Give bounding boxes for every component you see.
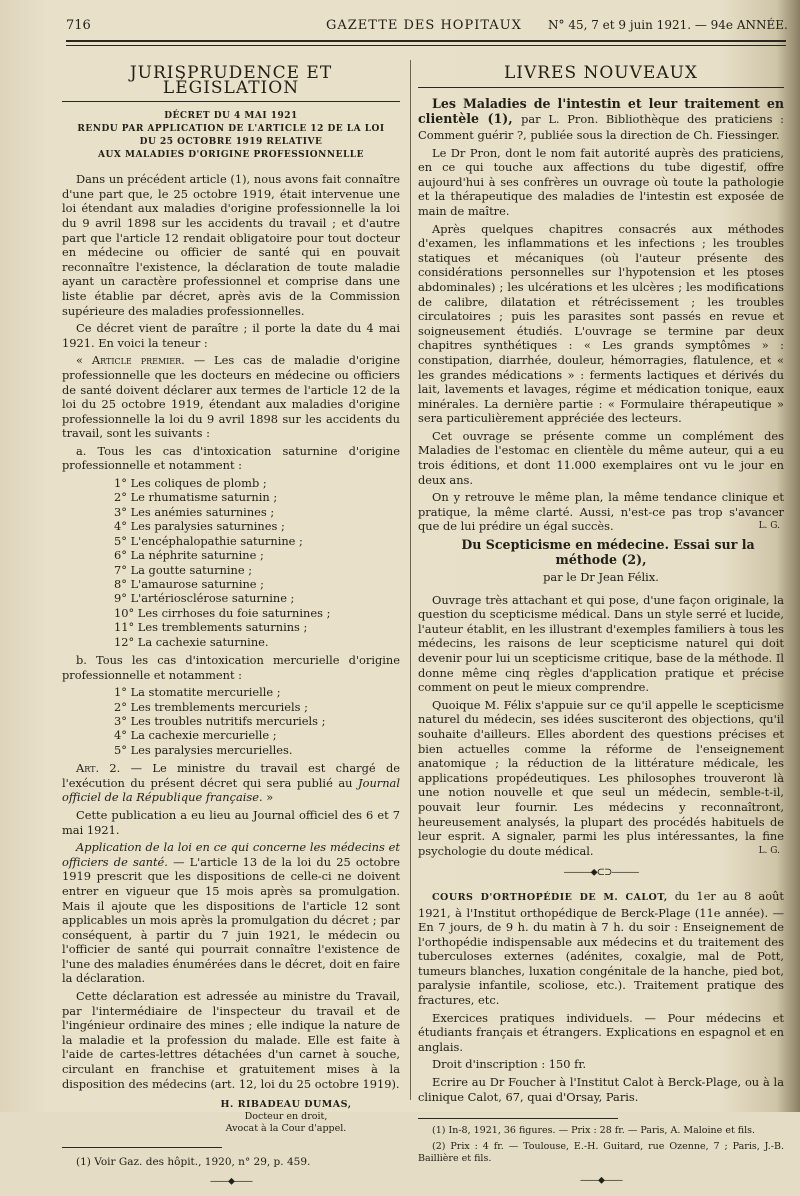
- journal-officiel: Journal officiel de la République française.: [62, 775, 400, 805]
- decree-line: DÉCRET DU 4 MAI 1921: [164, 111, 298, 122]
- paragraph-text: On y retrouve le même plan, la même tendance clinique et pratique, la même clarté. Aussi, n'est-ce pas trop s'avancer que de lui prédire un égal succès.: [418, 490, 784, 534]
- decree-line: RENDU PAR APPLICATION DE L'ARTICLE 12 DE LA LOI: [77, 124, 385, 135]
- paragraph: Ecrire au Dr Foucher à l'Institut Calot à Berck-Plage, ou à la clinique Calot, 67, quai d'Orsay, Paris.: [418, 1075, 784, 1104]
- list-item: 9° L'artériosclérose saturnine ;: [114, 591, 295, 606]
- list-item: 11° Les tremblements saturnins ;: [114, 620, 308, 635]
- paragraph: [418, 490, 784, 534]
- book-author: par L. Pron. Bibliothèque des praticiens : Comment guérir ?, publiée sous la direction de Ch. Fiessinger.: [418, 111, 784, 142]
- paragraph: Cet ouvrage se présente comme un complément des Maladies de l'estomac en clientèle du même auteur, qui a eu trois éditions, et dont 11.000 exemplaires ont vu le jour en deux ans.: [418, 428, 784, 487]
- paragraph: [418, 698, 784, 859]
- ornament-divider: ———⬥⊂⊃———: [563, 867, 639, 879]
- footnote: (1) In-8, 1921, 36 figures. — Prix : 28 fr. — Paris, A. Maloine et fils.: [432, 1125, 756, 1137]
- list-mercurielle: [114, 685, 400, 757]
- paragraph: Exercices pratiques individuels. — Pour médecins et étudiants français et étrangers. Explications en espagnol et en anglais.: [418, 1010, 784, 1054]
- header-rule-thin: [66, 45, 786, 46]
- section-title-jurisprudence: JURISPRUDENCE ET LÉGISLATION: [62, 66, 400, 102]
- paragraph-application: [62, 840, 400, 986]
- article-1: [62, 353, 400, 441]
- course-announcement: [418, 889, 784, 1008]
- list-item: 6° La néphrite saturnine ;: [114, 548, 264, 563]
- ornament-divider: ——⬥——: [210, 1176, 252, 1188]
- paragraph: Cette publication a eu lieu au Journal officiel des 6 et 7 mai 1921.: [62, 807, 400, 837]
- paragraph: Cette déclaration est adressée au ministre du Travail, par l'intermédiaire de l'inspecteur du travail et de l'ingénieur ordinaire des mines ; elle indique la nature de la maladie et la profession du malade. Elle est faite à l'aide de cartes-lettres détachées d'un carnet à souche, circulant en franchise et gratuitement mises à la disposition des médecins (art. 12, loi du 25 octobre 1919).: [62, 989, 400, 1091]
- reviewer-initials: L. G.: [758, 845, 780, 856]
- section-title-livres: LIVRES NOUVEAUX: [418, 66, 784, 88]
- application-heading: Application de la loi en ce qui concerne les médecins et officiers de santé.: [62, 840, 400, 869]
- author-name: H. RIBADEAU DUMAS,: [220, 1099, 352, 1111]
- left-column: [62, 60, 400, 1190]
- list-item: 7° La goutte saturnine ;: [114, 562, 253, 577]
- book-author: par le Dr Jean Félix.: [543, 570, 659, 585]
- list-item: 3° Les troubles nutritifs mercuriels ;: [114, 713, 326, 728]
- paragraph: Ouvrage très attachant et qui pose, d'une façon originale, la question du scepticisme médical. Dans un style serré et lucide, l'auteur établit, en les illustrant d'exemples familiers à tous les médecins, les raisons de leur scepticisme naturel qui doit devenir pour lui un scepticisme critique, base de la méthode. Il donne même cinq règles d'application pratique et précise comment on peut le mieux comprendre.: [418, 592, 784, 695]
- paragraph: Dans un précédent article (1), nous avons fait connaître d'une part que, le 25 octobre 1919, était intervenue une loi étendant aux maladies d'origine professionnelle la loi du 9 avril 1898 sur les accidents du travail ; et d'autre part que l'article 12 rendait obligatoire pour tout docteur en médecine ou officier de santé qui en pouvait reconnaître l'existence, la déclaration de toute maladie ayant un caractère professionnel et comprise dans une liste établie par décret, après avis de la Commission supérieure des maladies professionnelles.: [62, 172, 400, 318]
- paragraph: Droit d'inscription : 150 fr.: [432, 1057, 587, 1072]
- list-item: 2° Les tremblements mercuriels ;: [114, 699, 308, 714]
- list-item: 4° Les paralysies saturnines ;: [114, 519, 285, 534]
- footnote-rule: [62, 1147, 222, 1148]
- list-item: 1° La stomatite mercurielle ;: [114, 685, 281, 700]
- header-rule: [66, 40, 786, 42]
- list-item: 4° La cachexie mercurielle ;: [114, 728, 277, 743]
- list-item: 3° Les anémies saturnines ;: [114, 504, 275, 519]
- list-item: 1° Les coliques de plomb ;: [114, 476, 267, 491]
- course-title: COURS D'ORTHOPÉDIE DE M. CALOT,: [432, 891, 668, 903]
- paragraph: Après quelques chapitres consacrés aux méthodes d'examen, les inflammations et les infections ; les troubles statiques et mécaniques (où l'auteur présente des considérations personnelles sur l'hypotension et les ptoses abdominales) ; les ulcérations et les ulcères ; les modifications de calibre, dilatation et rétrécissement ; les troubles circulatoires ; puis les parasites sont passés en revue et soigneusement étudiés. L'ouvrage se termine par deux chapitres synthétiques : « Les grands symptômes » : constipation, diarrhée, douleur, hémorragies, flatulence, et « les grandes médications » : ferments lactiques et dérivés du lait, lavements et lavages, régime et médication tonique, eaux minérales. La dernière partie : « Formulaire thérapeutique » sera particulièrement appréciée des lecteurs.: [418, 221, 784, 426]
- book-title: Du Scepticisme en médecine. Essai sur la méthode (2),: [461, 537, 755, 568]
- article-text: — Les cas de maladie d'origine professionnelle que les docteurs en médecine ou officiers de santé doivent déclarer aux termes de l'article 12 de la loi du 25 octobre 1919, étendant aux maladies d'origine professionnelle la loi du 9 avril 1898 sur les accidents du travail, sont les suivants :: [62, 353, 401, 441]
- application-text: — L'article 13 de la loi du 25 octobre 1919 prescrit que les dispositions de celle-ci ne doivent entrer en vigueur que 15 mois après sa promulgation. Mais il ajoute que les dispositions de l'article 12 sont applicables un mois après la promulgation du décret ; par conséquent, à partir du 7 juin 1921, le médecin ou l'officier de santé qui pourrait connaître l'existence de l'une des maladies énumérées dans le décret, doit en faire la déclaration.: [62, 854, 401, 986]
- decree-line: DU 25 OCTOBRE 1919 RELATIVE: [139, 137, 323, 148]
- footnote: (1) Voir Gaz. des hôpit., 1920, n° 29, p. 459.: [76, 1156, 311, 1169]
- decree-heading: [62, 110, 400, 162]
- right-column: [418, 60, 784, 1196]
- course-text: du 1er au 8 août 1921, à l'Institut orthopédique de Berck-Plage (11e année). — En 7 jours, de 9 h. du matin à 7 h. du soir : Enseignement de l'orthopédie indispensable aux médecins et du traitement des tuberculoses externes (adénites, coxalgie, mal de Pott, tumeurs blanches, luxation congénitale de la hanche, pied bot, paralysie infantile, scoliose, etc.). Traitement pratique des fractures, etc.: [418, 888, 784, 1008]
- list-item: 2° Le rhumatisme saturnin ;: [114, 490, 278, 505]
- list-item: 5° Les paralysies mercurielles.: [114, 742, 293, 757]
- list-item: 12° La cachexie saturnine.: [114, 634, 269, 649]
- page-number: 716: [66, 18, 91, 33]
- decree-line: AUX MALADIES D'ORIGINE PROFESSIONNELLE: [98, 150, 364, 161]
- list-item: 8° L'amaurose saturnine ;: [114, 576, 264, 591]
- journal-title: GAZETTE DES HOPITAUX: [326, 18, 522, 33]
- footnote-rule: [418, 1118, 618, 1119]
- paragraph: a. Tous les cas d'intoxication saturnine d'origine professionnelle et notamment :: [62, 443, 400, 473]
- article-label: « Article premier.: [76, 353, 185, 368]
- reviewer-initials: L. G.: [758, 521, 780, 532]
- author-title: Avocat à la Cour d'appel.: [225, 1123, 347, 1135]
- paragraph: Ce décret vient de paraître ; il porte la date du 4 mai 1921. En voici la teneur :: [62, 321, 400, 350]
- paragraph: Le Dr Pron, dont le nom fait autorité auprès des praticiens, en ce qui touche aux affections du tube digestif, offre aujourd'hui à ses confrères un ouvrage où toute la pathologie et la thérapeutique des maladies de l'intestin est exposée de main de maître.: [418, 145, 784, 218]
- paragraph-text: Quoique M. Félix s'appuie sur ce qu'il appelle le scepticisme naturel du médecin, ses idées susciteront des objections, qu'il souhaite d'ailleurs. Elles abordent des questions précises et bien actuelles comme la réforme de l'enseignement anatomique ; la réduction de la littérature médicale, les applications propédeutiques. Les philosophes trouveront là une notion nouvelle et que seul un médecin, semble-t-il, pouvait leur fournir. Les médecins y reconnaîtront, heureusement analysés, la plupart des procédés habituels de leur esprit. A signaler, parmi les plus intéressantes, la fine psychologie du doute médical.: [418, 697, 784, 858]
- quote-close: »: [266, 790, 274, 805]
- signature: [172, 1099, 400, 1135]
- article-text: — Le ministre du travail est chargé de l'exécution du présent décret qui sera publié au: [62, 761, 400, 790]
- issue-info: N° 45, 7 et 9 juin 1921. — 94e ANNÉE.: [548, 18, 788, 32]
- book-title-text: Les Maladies de l'intestin et leur traitement en clientèle (1),: [418, 95, 784, 126]
- ornament-divider: ——⬥——: [580, 1174, 622, 1186]
- footnote: (2) Prix : 4 fr. — Toulouse, E.-H. Guitard, rue Ozenne, 7 ; Paris, J.-B. Baillière et fils.: [418, 1140, 784, 1165]
- article-2: [62, 761, 400, 805]
- article-label: Art. 2.: [76, 761, 121, 776]
- book-title: [418, 96, 784, 143]
- author-title: Docteur en droit,: [244, 1111, 328, 1123]
- paragraph: b. Tous les cas d'intoxication mercurielle d'origine professionnelle et notamment :: [62, 652, 400, 682]
- list-item: 5° L'encéphalopathie saturnine ;: [114, 533, 303, 548]
- list-saturnine: [114, 476, 400, 649]
- list-item: 10° Les cirrhoses du foie saturnines ;: [114, 605, 331, 620]
- column-separator: [410, 60, 411, 1100]
